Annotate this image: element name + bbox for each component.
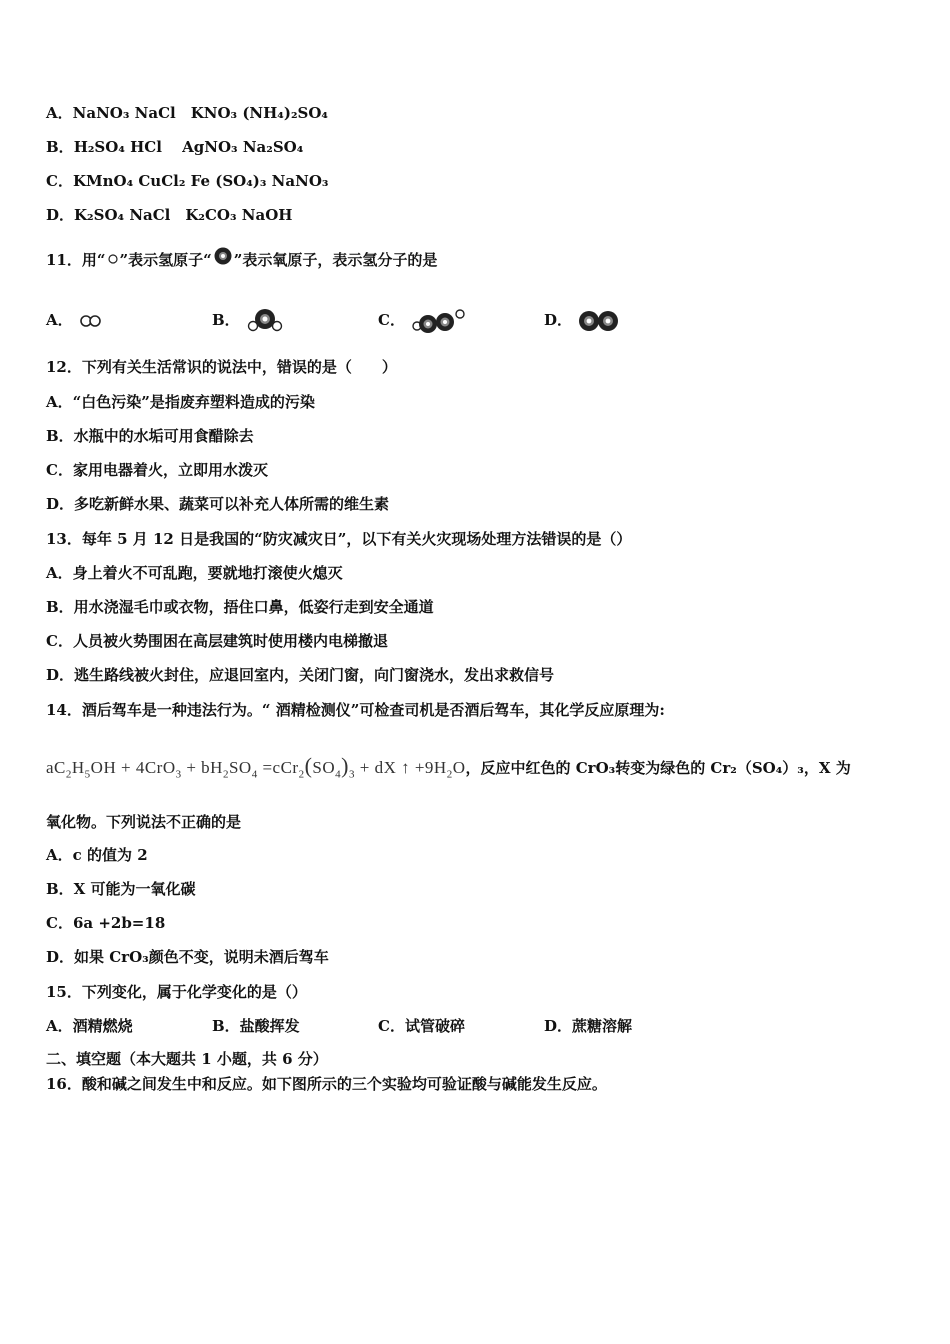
q10-option-d: D．K₂SO₄ NaCl K₂CO₃ NaOH <box>46 206 293 224</box>
q15-stem: 15．下列变化，属于化学变化的是（） <box>46 983 307 1001</box>
q14-option-c: C．6a +2b=18 <box>46 914 166 932</box>
q12-option-a: A．“白色污染”是指废弃塑料造成的污染 <box>46 393 315 411</box>
q12-option-b: B．水瓶中的水垢可用食醋除去 <box>46 427 254 445</box>
q11-stem: 11．用“ ”表示氢原子“ ”表示氧原子，表示氢分子的是 <box>46 246 437 274</box>
q10-option-a: A．NaNO₃ NaCl KNO₃ (NH₄)₂SO₄ <box>46 104 328 122</box>
q14-option-b: B．X 可能为一氧化碳 <box>46 880 196 898</box>
q15-option-b: B．盐酸挥发 <box>212 1017 300 1035</box>
q13-option-a: A．身上着火不可乱跑，要就地打滚使火熄灭 <box>46 564 343 582</box>
q15-option-c: C．试管破碎 <box>378 1017 465 1035</box>
q12-option-c: C．家用电器着火，立即用水泼灭 <box>46 461 268 479</box>
q13-stem: 13．每年 5 月 12 日是我国的“防灾减灾日”，以下有关火灾现场处理方法错误的是（） <box>46 530 632 548</box>
oxygen-atom-icon <box>212 246 234 272</box>
q14-option-d: D．如果 CrO₃颜色不变，说明未酒后驾车 <box>46 948 329 966</box>
q11-option-a: A． <box>46 302 212 338</box>
q10-option-c: C．KMnO₄ CuCl₂ Fe (SO₄)₃ NaNO₃ <box>46 172 329 190</box>
q15-options <box>46 1016 906 1036</box>
q10-option-b: B．H₂SO₄ HCl AgNO₃ Na₂SO₄ <box>46 138 304 156</box>
q11-option-d: D． <box>544 302 710 338</box>
q16-stem: 16．酸和碱之间发生中和反应。如下图所示的三个实验均可验证酸与碱能发生反应。 <box>46 1075 607 1093</box>
q14-stem: 14．酒后驾车是一种违法行为。“ 酒精检测仪”可检查司机是否酒后驾车，其化学反应原理为: <box>46 701 665 719</box>
q14-option-a: A．c 的值为 2 <box>46 846 148 864</box>
q15-option-a: A．酒精燃烧 <box>46 1017 133 1035</box>
q13-option-d: D．逃生路线被火封住，应退回室内，关闭门窗，向门窗浇水，发出求救信号 <box>46 666 555 684</box>
q11-option-b: B． <box>212 302 378 338</box>
q11-option-c: C． <box>378 302 544 338</box>
q14-continuation: 氧化物。下列说法不正确的是 <box>46 813 242 831</box>
section-title: 二、填空题（本大题共 1 小题，共 6 分） <box>46 1050 328 1068</box>
reaction-equation: $aC_2H_5OH + 4CrO_3 + bH_2SO_4 =cCr_2(SO_4)_3$ + dX ↑ $+9H_2O$ <box>46 753 466 781</box>
two-oxygen-atoms-icon <box>577 307 621 335</box>
hydrogen-atom-icon <box>106 253 120 269</box>
q13-option-c: C．人员被火势围困在高层建筑时使用楼内电梯撤退 <box>46 632 388 650</box>
two-small-hydrogen-atoms-icon <box>78 313 104 329</box>
q15-option-d: D．蔗糖溶解 <box>544 1017 633 1035</box>
chain-molecule-icon <box>410 306 470 336</box>
q12-stem: 12．下列有关生活常识的说法中，错误的是（ ） <box>46 358 397 376</box>
q13-option-b: B．用水浇湿毛巾或衣物，捂住口鼻，低姿行走到安全通道 <box>46 598 434 616</box>
q12-option-d: D．多吃新鲜水果、蔬菜可以补充人体所需的维生素 <box>46 495 390 513</box>
q14-equation-line: $aC_2H_5OH + 4CrO_3 + bH_2SO_4 =cCr_2(SO_4)_3$ + dX ↑ $+9H_2O$，反应中红色的 CrO₃转变为绿色的 Cr₂（SO₄）₃，X 为 <box>46 753 851 781</box>
q11-options <box>46 302 906 338</box>
water-molecule-icon <box>245 306 285 336</box>
